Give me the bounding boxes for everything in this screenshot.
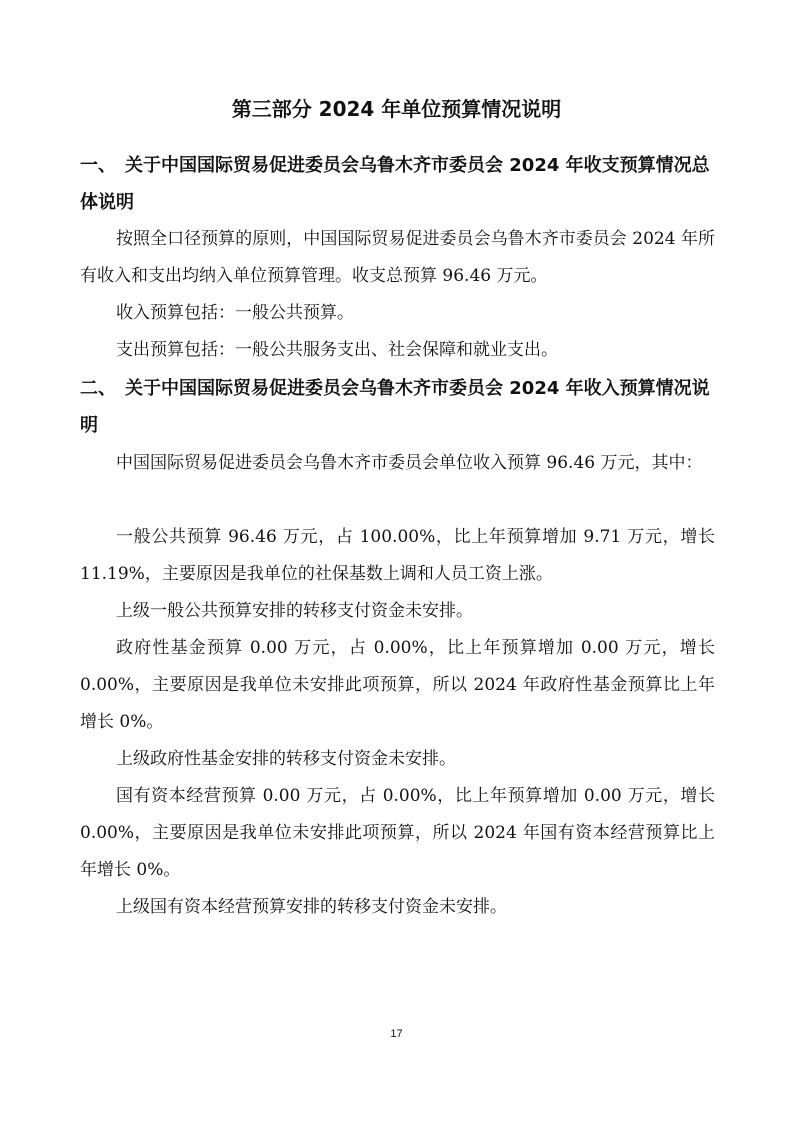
section-2-paragraph-7: 上级国有资本经营预算安排的转移支付资金未安排。 [116, 897, 507, 917]
page-title: 第三部分 2024 年单位预算情况说明 [231, 97, 562, 121]
section-1-paragraph-1: 按照全口径预算的原则，中国国际贸易促进委员会乌鲁木齐市委员会 2024 年所有收入和支出均纳入单位预算管理。收支总预算 96.46 万元。 [80, 229, 715, 286]
section-1-heading: 一、 关于中国国际贸易促进委员会乌鲁木齐市委员会 2024 年收支预算情况总体说明 [80, 155, 710, 213]
section-2-heading: 二、 关于中国国际贸易促进委员会乌鲁木齐市委员会 2024 年收入预算情况说明 [80, 378, 710, 436]
page-number: 17 [390, 1028, 403, 1040]
section-2-paragraph-1: 中国国际贸易促进委员会乌鲁木齐市委员会单位收入预算 96.46 万元，其中： [116, 453, 703, 473]
section-1-paragraph-2: 收入预算包括：一般公共预算。 [116, 303, 354, 323]
section-2-paragraph-3: 上级一般公共预算安排的转移支付资金未安排。 [116, 601, 473, 621]
section-2-paragraph-6: 国有资本经营预算 0.00 万元，占 0.00%，比上年预算增加 0.00 万元，增长 0.00%，主要原因是我单位未安排此项预算，所以 2024 年国有资本经营预算比上年增长 0%。 [80, 786, 715, 880]
section-1-paragraph-3: 支出预算包括：一般公共服务支出、社会保障和就业支出。 [116, 340, 558, 360]
section-2-paragraph-4: 政府性基金预算 0.00 万元，占 0.00%，比上年预算增加 0.00 万元，增长 0.00%，主要原因是我单位未安排此项预算，所以 2024 年政府性基金预算比上年增长 0%。 [80, 638, 715, 732]
section-2-paragraph-5: 上级政府性基金安排的转移支付资金未安排。 [116, 749, 456, 769]
section-2-paragraph-2: 一般公共预算 96.46 万元，占 100.00%，比上年预算增加 9.71 万元，增长 11.19%，主要原因是我单位的社保基数上调和人员工资上涨。 [80, 527, 715, 584]
